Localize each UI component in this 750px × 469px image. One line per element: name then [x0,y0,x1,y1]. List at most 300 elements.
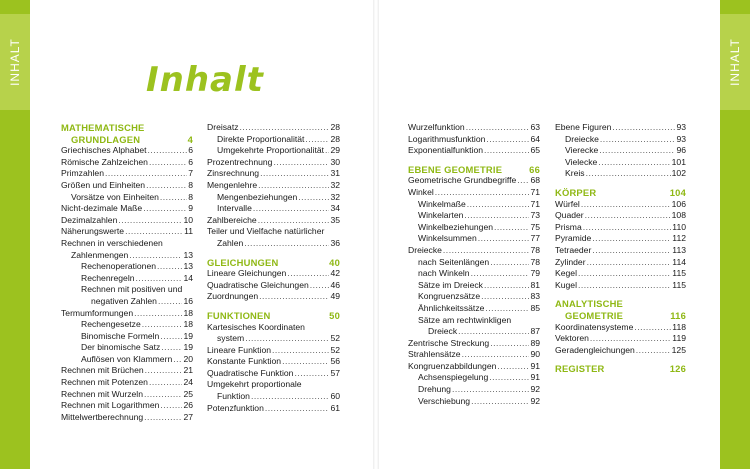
toc-page-number: 113 [672,244,686,255]
toc-page-number: 36 [330,237,340,248]
toc-page-number: 35 [330,214,340,225]
toc-dot-leader [157,261,182,273]
toc-entry[interactable] [555,322,686,334]
toc-entry-title: Tetraeder [555,244,592,255]
toc-page-number: 19 [183,330,193,341]
toc-dot-leader [490,257,529,269]
toc-page-number: 8 [188,179,193,190]
toc-entry-title: Drehung [418,384,451,395]
toc-dot-leader [592,245,671,257]
toc-entry-title: GRUNDLAGEN [71,133,141,145]
toc-dot-leader [489,372,529,384]
toc-entry[interactable] [207,322,340,334]
toc-entry[interactable] [207,215,340,227]
toc-page-number: 49 [330,291,340,302]
toc-dot-leader [592,233,671,245]
toc-page-number: 46 [330,279,340,290]
toc-page-number: 66 [529,163,540,175]
toc-entry-title: MATHEMATISCHE [61,122,145,133]
toc-dot-leader [149,377,182,389]
toc-entry-title: Kongruenzsätze [418,291,481,302]
toc-entry-title: Vielecke [565,156,598,167]
toc-entry-title: Lineare Gleichungen [207,268,287,279]
toc-entry[interactable] [555,233,686,245]
toc-dot-leader [272,345,329,357]
toc-entry[interactable] [555,168,686,180]
toc-entry[interactable] [207,368,340,380]
toc-page-number: 93 [676,122,686,132]
toc-dot-leader [458,326,529,338]
toc-page-number: 65 [530,145,540,156]
toc-page-number: 64 [530,133,540,144]
toc-page-number: 77 [530,233,540,244]
toc-entry-title: Achsenspiegelung [418,372,489,383]
toc-entry-title: Rechnen mit positiven und [81,284,183,295]
toc-entry[interactable] [408,372,540,384]
toc-entry-title: Umgekehrte Proportionalität [217,145,324,156]
toc-entry-title: Winkelsummen [418,233,477,244]
toc-dot-leader [305,134,329,146]
toc-entry-title: system [217,333,245,344]
toc-page-number: 92 [530,395,540,406]
toc-entry[interactable] [408,396,540,408]
toc-dot-leader [136,273,183,285]
toc-dot-leader [478,233,530,245]
right-tab-label [720,14,750,110]
toc-dot-leader [490,338,529,350]
toc-entry[interactable] [408,199,540,211]
toc-entry-title: GEOMETRIE [565,309,624,321]
toc-entry-title: Rechnen in verschiedenen [61,237,163,248]
toc-dot-leader [467,199,530,211]
toc-entry[interactable] [408,338,540,350]
toc-page-number: 81 [530,279,540,290]
toc-entry-title: Binomische Formeln [81,330,160,341]
toc-page-number: 18 [183,307,193,318]
toc-dot-leader [240,122,330,134]
toc-entry-title: Sätze im Dreieck [418,279,483,290]
toc-entry[interactable] [555,199,686,211]
toc-dot-leader [481,291,529,303]
toc-dot-leader [585,210,671,222]
toc-page-number: 8 [188,191,193,202]
toc-entry[interactable] [555,257,686,269]
toc-section-heading[interactable] [555,187,686,199]
section-spacer [555,291,686,298]
toc-entry-title: Rechnen mit Wurzeln [61,388,143,399]
toc-entry[interactable] [555,280,686,292]
toc-entry[interactable] [61,389,193,401]
toc-page-number: 31 [330,168,340,179]
toc-dot-leader [258,180,329,192]
toc-entry-title: Koordinatensysteme [555,321,634,332]
toc-dot-leader [105,168,187,180]
toc-page-number: 91 [530,360,540,371]
toc-dot-leader [486,134,529,146]
toc-page-number: 14 [183,272,193,283]
toc-entry[interactable] [61,400,193,412]
toc-entry[interactable] [408,175,540,187]
toc-entry[interactable] [207,203,340,215]
toc-entry-title: Lineare Funktion [207,344,272,355]
toc-page-number: 112 [672,233,686,244]
toc-section-heading[interactable] [61,122,193,134]
toc-entry[interactable] [61,412,193,424]
toc-dot-leader [287,268,329,280]
toc-entry[interactable] [61,354,193,366]
toc-entry[interactable] [408,349,540,361]
toc-dot-leader [146,180,187,192]
toc-page-number: 9 [188,203,193,214]
toc-entry-title: Exponentialfunktion [408,145,484,156]
toc-dot-leader [282,356,329,368]
toc-entry-title: Dreisatz [207,122,239,132]
toc-entry-title: Kreis [565,168,585,179]
toc-page-number: 6 [188,145,193,156]
toc-dot-leader [298,192,329,204]
toc-entry[interactable] [408,233,540,245]
toc-page-number: 115 [672,279,686,290]
toc-page-number: 91 [530,372,540,383]
toc-entry[interactable] [61,365,193,377]
section-spacer [207,303,340,310]
toc-entry-title: Mengenbeziehungen [217,191,298,202]
toc-entry-title: Der binomische Satz [81,342,161,353]
toc-entry-title: Geometrische Grundbegriffe [408,175,517,186]
toc-entry[interactable] [207,145,340,157]
toc-entry[interactable] [61,203,193,215]
toc-entry[interactable] [555,145,686,157]
toc-entry[interactable] [61,168,193,180]
toc-dot-leader [244,238,329,250]
toc-dot-leader [636,345,671,357]
toc-entry[interactable] [207,122,340,134]
toc-page-number: 40 [329,256,340,268]
toc-entry[interactable] [61,238,193,250]
toc-page-number: 6 [188,156,193,167]
toc-entry[interactable] [555,157,686,169]
toc-entry-title: REGISTER [555,363,605,375]
toc-page-number: 87 [530,326,540,337]
toc-section-heading[interactable] [207,257,340,269]
toc-entry[interactable] [555,268,686,280]
toc-dot-leader [581,199,671,211]
toc-page-number: 19 [183,342,193,353]
toc-entry-title: Funktion [217,391,250,402]
toc-page-number: 25 [183,388,193,399]
toc-page-number: 102 [671,168,686,179]
toc-entry-title: Vorsätze von Einheiten [71,191,159,202]
toc-dot-leader [118,215,182,227]
toc-entry-title: Kartesisches Koordinaten [207,321,305,332]
toc-entry[interactable] [207,134,340,146]
toc-entry-title: FUNKTIONEN [207,309,271,321]
toc-entry[interactable] [61,157,193,169]
toc-entry[interactable] [207,268,340,280]
toc-entry-title: Auflösen von Klammern [81,353,173,364]
toc-dot-leader [161,342,182,354]
toc-dot-leader [471,268,530,280]
section-spacer [207,250,340,257]
toc-entry[interactable] [61,284,193,296]
toc-entry[interactable] [207,291,340,303]
toc-entry[interactable] [61,308,193,320]
toc-entry[interactable] [555,333,686,345]
toc-entry-title: Primzahlen [61,168,104,179]
toc-dot-leader [144,412,182,424]
toc-entry[interactable] [555,222,686,234]
toc-page-number: 96 [676,145,686,156]
toc-entry-title: Dreieck [428,326,458,337]
toc-entry[interactable] [207,280,340,292]
toc-dot-leader [148,145,188,157]
toc-entry[interactable] [408,303,540,315]
toc-entry-title: EBENE GEOMETRIE [408,163,503,175]
toc-entry[interactable] [61,192,193,204]
toc-entry[interactable] [555,345,686,357]
toc-entry[interactable] [207,403,340,415]
toc-dot-leader [259,291,329,303]
toc-page-number: 114 [672,256,686,267]
toc-entry-title: Rechnen mit Logarithmen [61,400,160,411]
toc-page-number: 71 [530,198,540,209]
toc-page-number: 21 [183,365,193,376]
toc-section-heading[interactable] [408,164,540,176]
toc-entry-title: Zinsrechnung [207,168,260,179]
toc-page-number: 26 [183,400,193,411]
toc-entry[interactable] [408,134,540,146]
toc-page-number: 42 [330,268,340,279]
toc-page-number: 27 [183,411,193,422]
toc-dot-leader [587,257,672,269]
toc-dot-leader [578,280,671,292]
toc-entry[interactable] [207,168,340,180]
toc-entry[interactable] [408,145,540,157]
toc-entry[interactable] [61,296,193,308]
toc-dot-leader [310,280,330,292]
toc-page-number: 104 [669,186,686,198]
toc-dot-leader [134,308,182,320]
toc-dot-leader [494,222,529,234]
right-side-tab [720,0,750,469]
toc-page-number: 4 [187,133,193,145]
toc-entry-title: Intervalle [217,203,252,214]
toc-entry[interactable] [61,261,193,273]
toc-entry-title: Dreiecke [408,244,442,255]
toc-page-number: 106 [671,198,686,209]
toc-page-number: 90 [530,349,540,360]
toc-entry-title: Prisma [555,221,582,232]
toc-entry-title: Ähnlichkeitssätze [418,302,485,313]
toc-dot-leader [129,250,182,262]
toc-entry[interactable] [408,280,540,292]
toc-page-number: 108 [671,210,686,221]
toc-page-number: 52 [330,344,340,355]
toc-entry-title: nach Winkeln [418,268,470,279]
toc-entry-title: Kugel [555,279,577,290]
toc-page-number: 20 [183,353,193,364]
toc-section-heading[interactable] [61,134,193,146]
toc-page-number: 126 [669,363,686,375]
toc-entry-title: Vektoren [555,333,589,344]
toc-entry-title: Mittelwertberechnung [61,411,144,422]
toc-page-number: 50 [329,309,340,321]
toc-dot-leader [160,192,187,204]
page-gutter [373,0,379,469]
toc-entry-title: Strahlensätze [408,349,461,360]
toc-page-number: 32 [330,191,340,202]
left-side-tab [0,0,30,469]
toc-entry[interactable] [61,226,193,238]
toc-page-number: 71 [530,186,540,197]
toc-page-number: 63 [530,122,540,132]
section-spacer [555,180,686,187]
toc-entry-title: Ebene Figuren [555,122,612,132]
toc-entry[interactable] [555,210,686,222]
toc-entry-title: Teiler und Vielfache natürlicher [207,226,325,237]
toc-page-number: 85 [530,302,540,313]
toc-entry-title: Zahlenmengen [71,249,129,260]
toc-entry[interactable] [61,145,193,157]
toc-entry[interactable] [408,384,540,396]
toc-entry-title: Rechenoperationen [81,261,157,272]
section-spacer [408,157,540,164]
toc-entry[interactable] [61,250,193,262]
toc-entry[interactable] [408,315,540,327]
toc-dot-leader [158,296,183,308]
toc-page-number: 116 [670,309,686,321]
toc-dot-leader [485,303,529,315]
toc-page-number: 60 [330,391,340,402]
toc-section-heading[interactable] [555,310,686,322]
toc-page-number: 78 [530,256,540,267]
toc-entry[interactable] [408,361,540,373]
toc-entry-title: Würfel [555,198,580,209]
toc-entry[interactable] [207,157,340,169]
toc-page-number: 13 [183,249,193,260]
toc-entry-title: Logarithmusfunktion [408,133,486,144]
toc-dot-leader [325,145,329,157]
toc-entry[interactable] [207,180,340,192]
toc-entry-title: Römische Zahlzeichen [61,156,148,167]
toc-entry[interactable] [408,245,540,257]
toc-entry-title: KÖRPER [555,186,597,198]
toc-column-4 [555,122,686,375]
toc-entry[interactable] [408,122,540,134]
toc-entry[interactable] [61,331,193,343]
toc-dot-leader [265,403,330,415]
toc-entry[interactable] [408,291,540,303]
toc-dot-leader [258,215,330,227]
toc-dot-leader [578,268,671,280]
toc-dot-leader [125,226,183,238]
toc-section-heading[interactable] [555,363,686,375]
toc-entry-title: Quader [555,210,584,221]
toc-dot-leader [294,368,329,380]
toc-page-number: 118 [672,321,686,332]
toc-dot-leader [253,203,330,215]
toc-dot-leader [160,400,182,412]
toc-entry-title: Dezimalzahlen [61,214,118,225]
toc-section-heading[interactable] [555,298,686,310]
toc-page-number: 16 [183,295,193,306]
toc-entry-title: Geradengleichungen [555,344,635,355]
toc-entry-title: Rechnen mit Brüchen [61,365,144,376]
toc-dot-leader [471,396,529,408]
toc-entry[interactable] [408,257,540,269]
toc-entry[interactable] [408,210,540,222]
toc-dot-leader [251,391,329,403]
toc-entry[interactable] [207,379,340,391]
toc-entry[interactable] [207,333,340,345]
toc-entry-title: GLEICHUNGEN [207,256,279,268]
toc-entry[interactable] [61,180,193,192]
toc-entry-title: Griechisches Alphabet [61,145,147,156]
toc-entry-title: Kegel [555,268,577,279]
toc-entry[interactable] [207,356,340,368]
toc-entry[interactable] [207,238,340,250]
toc-page-number: 73 [530,210,540,221]
toc-entry-title: Zentrische Streckung [408,337,490,348]
toc-entry[interactable] [408,268,540,280]
toc-entry[interactable] [61,215,193,227]
toc-entry[interactable] [207,192,340,204]
toc-dot-leader [590,333,671,345]
toc-dot-leader [464,210,529,222]
toc-entry-title: Vierecke [565,145,599,156]
toc-entry[interactable] [61,342,193,354]
toc-entry[interactable] [555,122,686,134]
toc-page-number: 57 [330,367,340,378]
toc-dot-leader [484,280,529,292]
toc-entry-title: Winkelbeziehungen [418,221,494,232]
toc-dot-leader [452,384,529,396]
toc-dot-leader [462,349,530,361]
toc-entry[interactable] [61,273,193,285]
toc-page-number: 79 [530,268,540,279]
toc-entry[interactable] [408,187,540,199]
toc-entry-title: Zahlbereiche [207,214,257,225]
toc-entry[interactable] [207,345,340,357]
toc-entry-title: Umgekehrt proportionale [207,379,302,390]
toc-page-number: 29 [330,145,340,156]
toc-page-number: 78 [530,244,540,255]
toc-entry[interactable] [555,245,686,257]
toc-entry[interactable] [61,319,193,331]
toc-entry[interactable] [207,391,340,403]
toc-entry[interactable] [61,377,193,389]
toc-entry-title: Zuordnungen [207,291,259,302]
left-tab-label [0,14,30,110]
toc-entry[interactable] [555,134,686,146]
toc-entry-title: Kongruenzabbildungen [408,360,497,371]
toc-entry[interactable] [408,222,540,234]
toc-page-number: 30 [330,156,340,167]
toc-page-number: 52 [330,333,340,344]
toc-dot-leader [634,322,671,334]
toc-entry[interactable] [408,326,540,338]
toc-entry-title: Rechengesetze [81,319,141,330]
toc-page-number: 32 [330,179,340,190]
toc-page-number: 11 [184,226,193,237]
toc-entry-title: Winkel [408,186,434,197]
toc-entry-title: Quadratische Funktion [207,367,294,378]
toc-entry[interactable] [207,226,340,238]
toc-page-number: 28 [330,133,340,144]
toc-dot-leader [173,354,182,366]
toc-section-heading[interactable] [207,310,340,322]
toc-page-number: 68 [530,175,540,186]
